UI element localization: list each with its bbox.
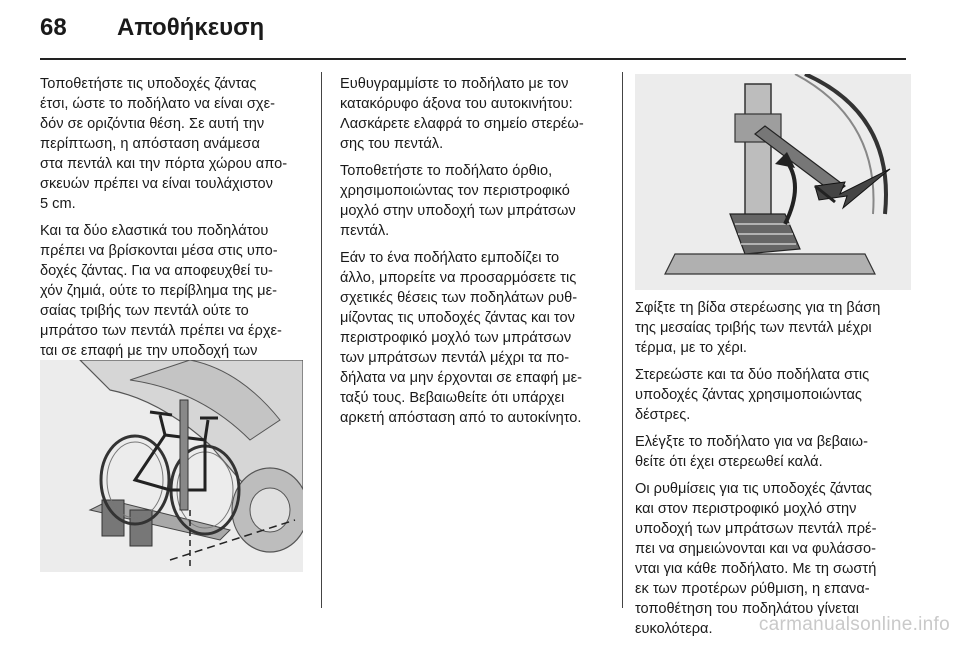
paragraph: Σφίξτε τη βίδα στερέωσης για τη βάση της μεσαίας τριβής των πεντάλ μέχρι τέρμα, με το χέρι.	[635, 300, 881, 356]
text-column-1	[40, 74, 312, 388]
column-divider-2	[622, 72, 623, 608]
header-rule	[40, 58, 906, 60]
page-header	[40, 14, 906, 44]
text-column-2	[340, 74, 612, 435]
paragraph: Στερεώστε και τα δύο ποδήλατα στις υποδοχές ζάντας χρησιμοποιώντας δέστρες.	[635, 367, 870, 423]
paragraph: Ευθυγραμμίστε το ποδήλατο με τον κατακόρυφο άξονα του αυτοκινήτου: Λασκάρετε ελαφρά το σημείο στερέω- σης του πεντάλ.	[340, 76, 584, 152]
pedal-holder-illustration	[635, 74, 911, 290]
paragraph: Εάν το ένα ποδήλατο εμποδίζει το άλλο, μπορείτε να προσαρμόσετε τις σχετικές θέσεις των ποδηλάτων ρυθ- μίζοντας τις υποδοχές ζάντας και τον περιστροφικό μοχλό των μπράτσων των μπράτσων πεντάλ μέχρι τα πο- δήλατα να μην έρχονται σε επαφή με- ταξύ τους. Βεβαιωθείτε ότι υπάρχει αρκετή απόσταση από το αυτοκίνητο.	[340, 250, 583, 426]
paragraph: Ελέγξτε το ποδήλατο για να βεβαιω- θείτε ότι έχει στερεωθεί καλά.	[635, 434, 868, 470]
bike-carrier-illustration	[40, 360, 303, 572]
paragraph: Τοποθετήστε το ποδήλατο όρθιο, χρησιμοποιώντας τον περιστροφικό μοχλό στην υποδοχή των μπράτσων πεντάλ.	[340, 163, 576, 239]
text-column-3	[635, 298, 911, 646]
bike-on-carrier-drawing	[40, 360, 303, 572]
pedal-clamp-drawing	[635, 74, 911, 290]
paragraph: Και τα δύο ελαστικά του ποδηλάτου πρέπει να βρίσκονται μέσα στις υπο- δοχές ζάντας. Για να αποφευχθεί τυ- χόν ζημιά, ούτε το περίβλημα της με- σαίας τριβής των πεντάλ ούτε το μπράτσο των πεντάλ πρέπει να έρχε- ται σε επαφή με την υποδοχή των	[40, 223, 282, 359]
paragraph: Οι ρυθμίσεις για τις υποδοχές ζάντας και στον περιστροφικό μοχλό στην υποδοχή των μπράτσων πεντάλ πρέ- πει να σημειώνονται και να φυλάσσο- νται για κάθε ποδήλατο. Με τη σωστή εκ των προτέρων ρύθμιση, η επανα- τοποθέτηση του ποδηλάτου γίνεται ευκολότερα.	[635, 481, 877, 637]
column-divider-1	[321, 72, 322, 608]
page-title: Αποθήκευση	[117, 14, 265, 41]
paragraph: Τοποθετήστε τις υποδοχές ζάντας έτσι, ώστε το ποδήλατο να είναι σχε- δόν σε οριζόντια θέση. Σε αυτή την περίπτωση, η απόσταση ανάμεσα στα πεντάλ και την πόρτα χώρου απο- σκευών πρέπει να είναι τουλάχιστον 5 cm.	[40, 76, 288, 212]
watermark: carmanualsonline.info	[758, 614, 950, 635]
page-number: 68	[40, 14, 67, 41]
